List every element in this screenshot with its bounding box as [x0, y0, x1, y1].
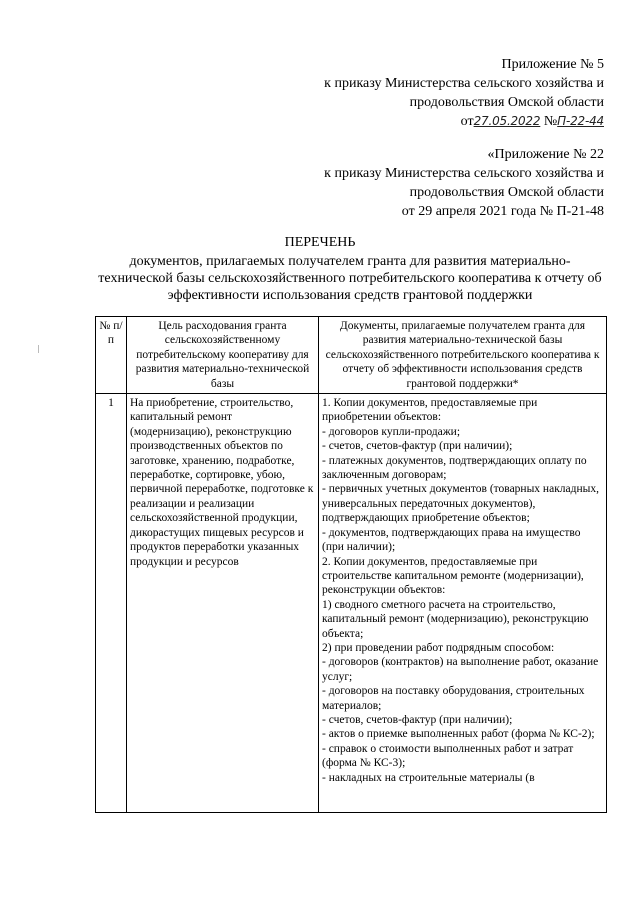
- document-item: - договоров (контрактов) на выполнение работ, оказание услуг;: [322, 656, 599, 683]
- date-prefix: от: [460, 114, 474, 129]
- original-appendix-header: [324, 145, 604, 221]
- header-num: № п/п: [96, 317, 127, 394]
- original-appendix-number: «Приложение № 22: [487, 147, 604, 162]
- document-item: 1. Копии документов, предоставляемые при приобретении объектов:: [322, 397, 538, 424]
- document-item: 2) при проведении работ подрядным способом:: [322, 641, 555, 654]
- document-title: ПЕРЕЧЕНЬ: [284, 235, 356, 250]
- appendix-header: [324, 55, 604, 131]
- document-item: - первичных учетных документов (товарных накладных, универсальных передаточных документов), подтверждающих приобретение объектов;: [322, 483, 599, 525]
- header-purpose: Цель расходования гранта сельскохозяйственному потребительскому кооперативу для развития материально-технической базы: [127, 317, 319, 394]
- number-prefix: №: [543, 114, 558, 129]
- table-row: [96, 394, 607, 813]
- appendix-date-line: [324, 112, 604, 131]
- margin-mark: [38, 345, 39, 353]
- original-appendix-order-ref: к приказу Министерства сельского хозяйства и: [324, 166, 604, 181]
- original-appendix-ministry: продовольствия Омской области: [409, 185, 604, 200]
- document-item: - договоров на поставку оборудования, строительных материалов;: [322, 685, 585, 712]
- handwritten-date: 27.05.2022: [473, 114, 541, 128]
- original-appendix-date: от 29 апреля 2021 года № П-21-48: [401, 204, 604, 219]
- document-item: - актов о приемке выполненных работ (форма № КС-2);: [322, 728, 595, 741]
- document-item: - счетов, счетов-фактур (при наличии);: [322, 440, 513, 453]
- appendix-ministry: продовольствия Омской области: [409, 95, 604, 110]
- appendix-number: Приложение № 5: [501, 57, 604, 72]
- document-subtitle: документов, прилагаемых получателем гранта для развития материально-технической базы сельскохозяйственного потребительского кооператива к отчету об эффективности использования средств грантовой поддержки: [98, 254, 602, 303]
- table-header-row: [96, 317, 607, 394]
- handwritten-number: П-22-44: [557, 114, 604, 128]
- document-item: - счетов, счетов-фактур (при наличии);: [322, 713, 513, 726]
- row-num: 1: [96, 394, 127, 813]
- header-documents: Документы, прилагаемые получателем гранта для развития материально-технической базы сельскохозяйственного потребительского кооператива к отчету об эффективности использования средств грантовой поддержки*: [319, 317, 607, 394]
- row-documents: [319, 394, 607, 813]
- document-item: - справок о стоимости выполненных работ и затрат (форма № КС-3);: [322, 742, 574, 770]
- document-item: 1) сводного сметного расчета на строительство, капитальный ремонт (модернизацию), реконструкцию объекта;: [322, 598, 589, 640]
- document-item: - документов, подтверждающих права на имущество (при наличии);: [322, 526, 581, 554]
- document-item: - платежных документов, подтверждающих оплату по заключенным договорам;: [322, 454, 587, 482]
- document-item: - накладных на строительные материалы (в: [322, 771, 535, 784]
- appendix-order-ref: к приказу Министерства сельского хозяйства и: [324, 76, 604, 91]
- document-item: 2. Копии документов, предоставляемые при строительстве капитальном ремонте (модернизации), реконструкции объектов:: [322, 555, 584, 597]
- row-purpose: На приобретение, строительство, капитальный ремонт (модернизацию), реконструкцию производственных объектов по заготовке, хранению, подработке, переработке, сортировке, убою, первичной переработке, подготовке к реализации и реализации сельскохозяйственной продукции, дикорастущих пищевых ресурсов и продуктов переработки указанных продукции и ресурсов: [127, 394, 319, 813]
- document-item: - договоров купли-продажи;: [322, 425, 461, 438]
- documents-table: [95, 316, 607, 813]
